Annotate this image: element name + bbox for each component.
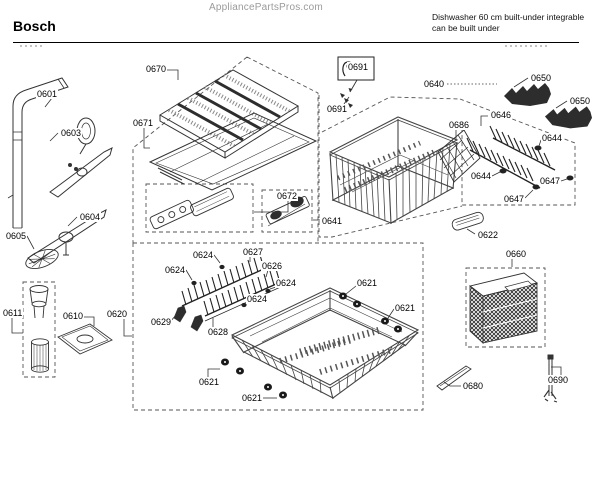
part-callout-0603: 0603 — [61, 128, 82, 138]
part-callout-0624: 0624 — [247, 294, 268, 304]
rack-rail-parts-art — [149, 187, 234, 229]
part-callout-0646: 0646 — [491, 110, 512, 120]
part-callout-0691: 0691 — [327, 104, 348, 114]
brand-title: Bosch — [13, 18, 56, 34]
water-inlet-pipe-art — [8, 78, 68, 228]
part-callout-0644: 0644 — [542, 133, 563, 143]
cup-shelf-art — [504, 83, 593, 130]
part-callout-0610: 0610 — [63, 311, 84, 321]
watermark-text: AppliancePartsPros.com — [209, 2, 323, 13]
part-callout-0627: 0627 — [243, 247, 264, 257]
part-callout-0644: 0644 — [471, 171, 492, 181]
part-callout-0660: 0660 — [506, 249, 527, 259]
callout-leader-lines — [12, 70, 567, 398]
part-callout-0671: 0671 — [133, 118, 154, 128]
tine-bracket-art — [174, 306, 203, 331]
part-callout-0641: 0641 — [322, 216, 343, 226]
part-callout-0611: 0611 — [3, 308, 23, 318]
group-boxes-dashed — [23, 57, 575, 410]
part-callout-0628: 0628 — [208, 327, 229, 337]
lower-rack-art — [232, 288, 418, 399]
part-callout-0647: 0647 — [540, 176, 561, 186]
part-callout-0672: 0672 — [277, 191, 298, 201]
part-callout-0621: 0621 — [357, 278, 378, 288]
part-callout-0621: 0621 — [395, 303, 416, 313]
part-callout-0624: 0624 — [193, 250, 214, 260]
bearing-clips-art — [500, 146, 574, 190]
part-callout-0670: 0670 — [146, 64, 167, 74]
part-callout-0629: 0629 — [151, 317, 172, 327]
part-callout-0624: 0624 — [165, 265, 186, 275]
third-rack-tray-art — [160, 70, 298, 158]
lower-tine-rows-art — [182, 255, 285, 321]
model-line-1: Dishwasher 60 cm built-under integrable — [432, 12, 585, 22]
part-callout-0620: 0620 — [107, 309, 128, 319]
clip-kit-box — [338, 57, 374, 80]
part-callout-0650: 0650 — [531, 73, 552, 83]
part-callout-0605: 0605 — [6, 231, 27, 241]
upper-spray-arm-art — [50, 118, 112, 197]
flip-tine-rows-art — [467, 126, 555, 188]
third-rack-frame-art — [150, 113, 316, 190]
part-callout-0601: 0601 — [37, 89, 58, 99]
part-callout-0647: 0647 — [504, 194, 525, 204]
part-callout-0624: 0624 — [276, 278, 297, 288]
part-callout-0650: 0650 — [570, 96, 591, 106]
upper-rack-art — [330, 117, 457, 224]
part-callout-0690: 0690 — [548, 375, 569, 385]
part-callout-0604: 0604 — [80, 212, 101, 222]
part-callout-0626: 0626 — [262, 261, 283, 271]
part-callout-0621: 0621 — [199, 377, 220, 387]
part-callout-0691: 0691 — [348, 62, 369, 72]
part-callout-0621: 0621 — [242, 393, 263, 403]
part-callout-0680: 0680 — [463, 381, 484, 391]
part-callout-0640: 0640 — [424, 79, 445, 89]
part-callout-0622: 0622 — [478, 230, 499, 240]
sump-cover-art — [58, 324, 112, 354]
lower-spray-arm-art — [28, 210, 106, 263]
part-callout-0686: 0686 — [449, 120, 470, 130]
model-line-2: can be built under — [432, 23, 500, 33]
clip-kit-arrow — [350, 80, 357, 92]
handle-cap-art — [451, 211, 485, 231]
support-rod-art — [544, 355, 557, 402]
cutlery-basket-art — [470, 273, 537, 343]
filter-assembly-art — [30, 286, 49, 373]
